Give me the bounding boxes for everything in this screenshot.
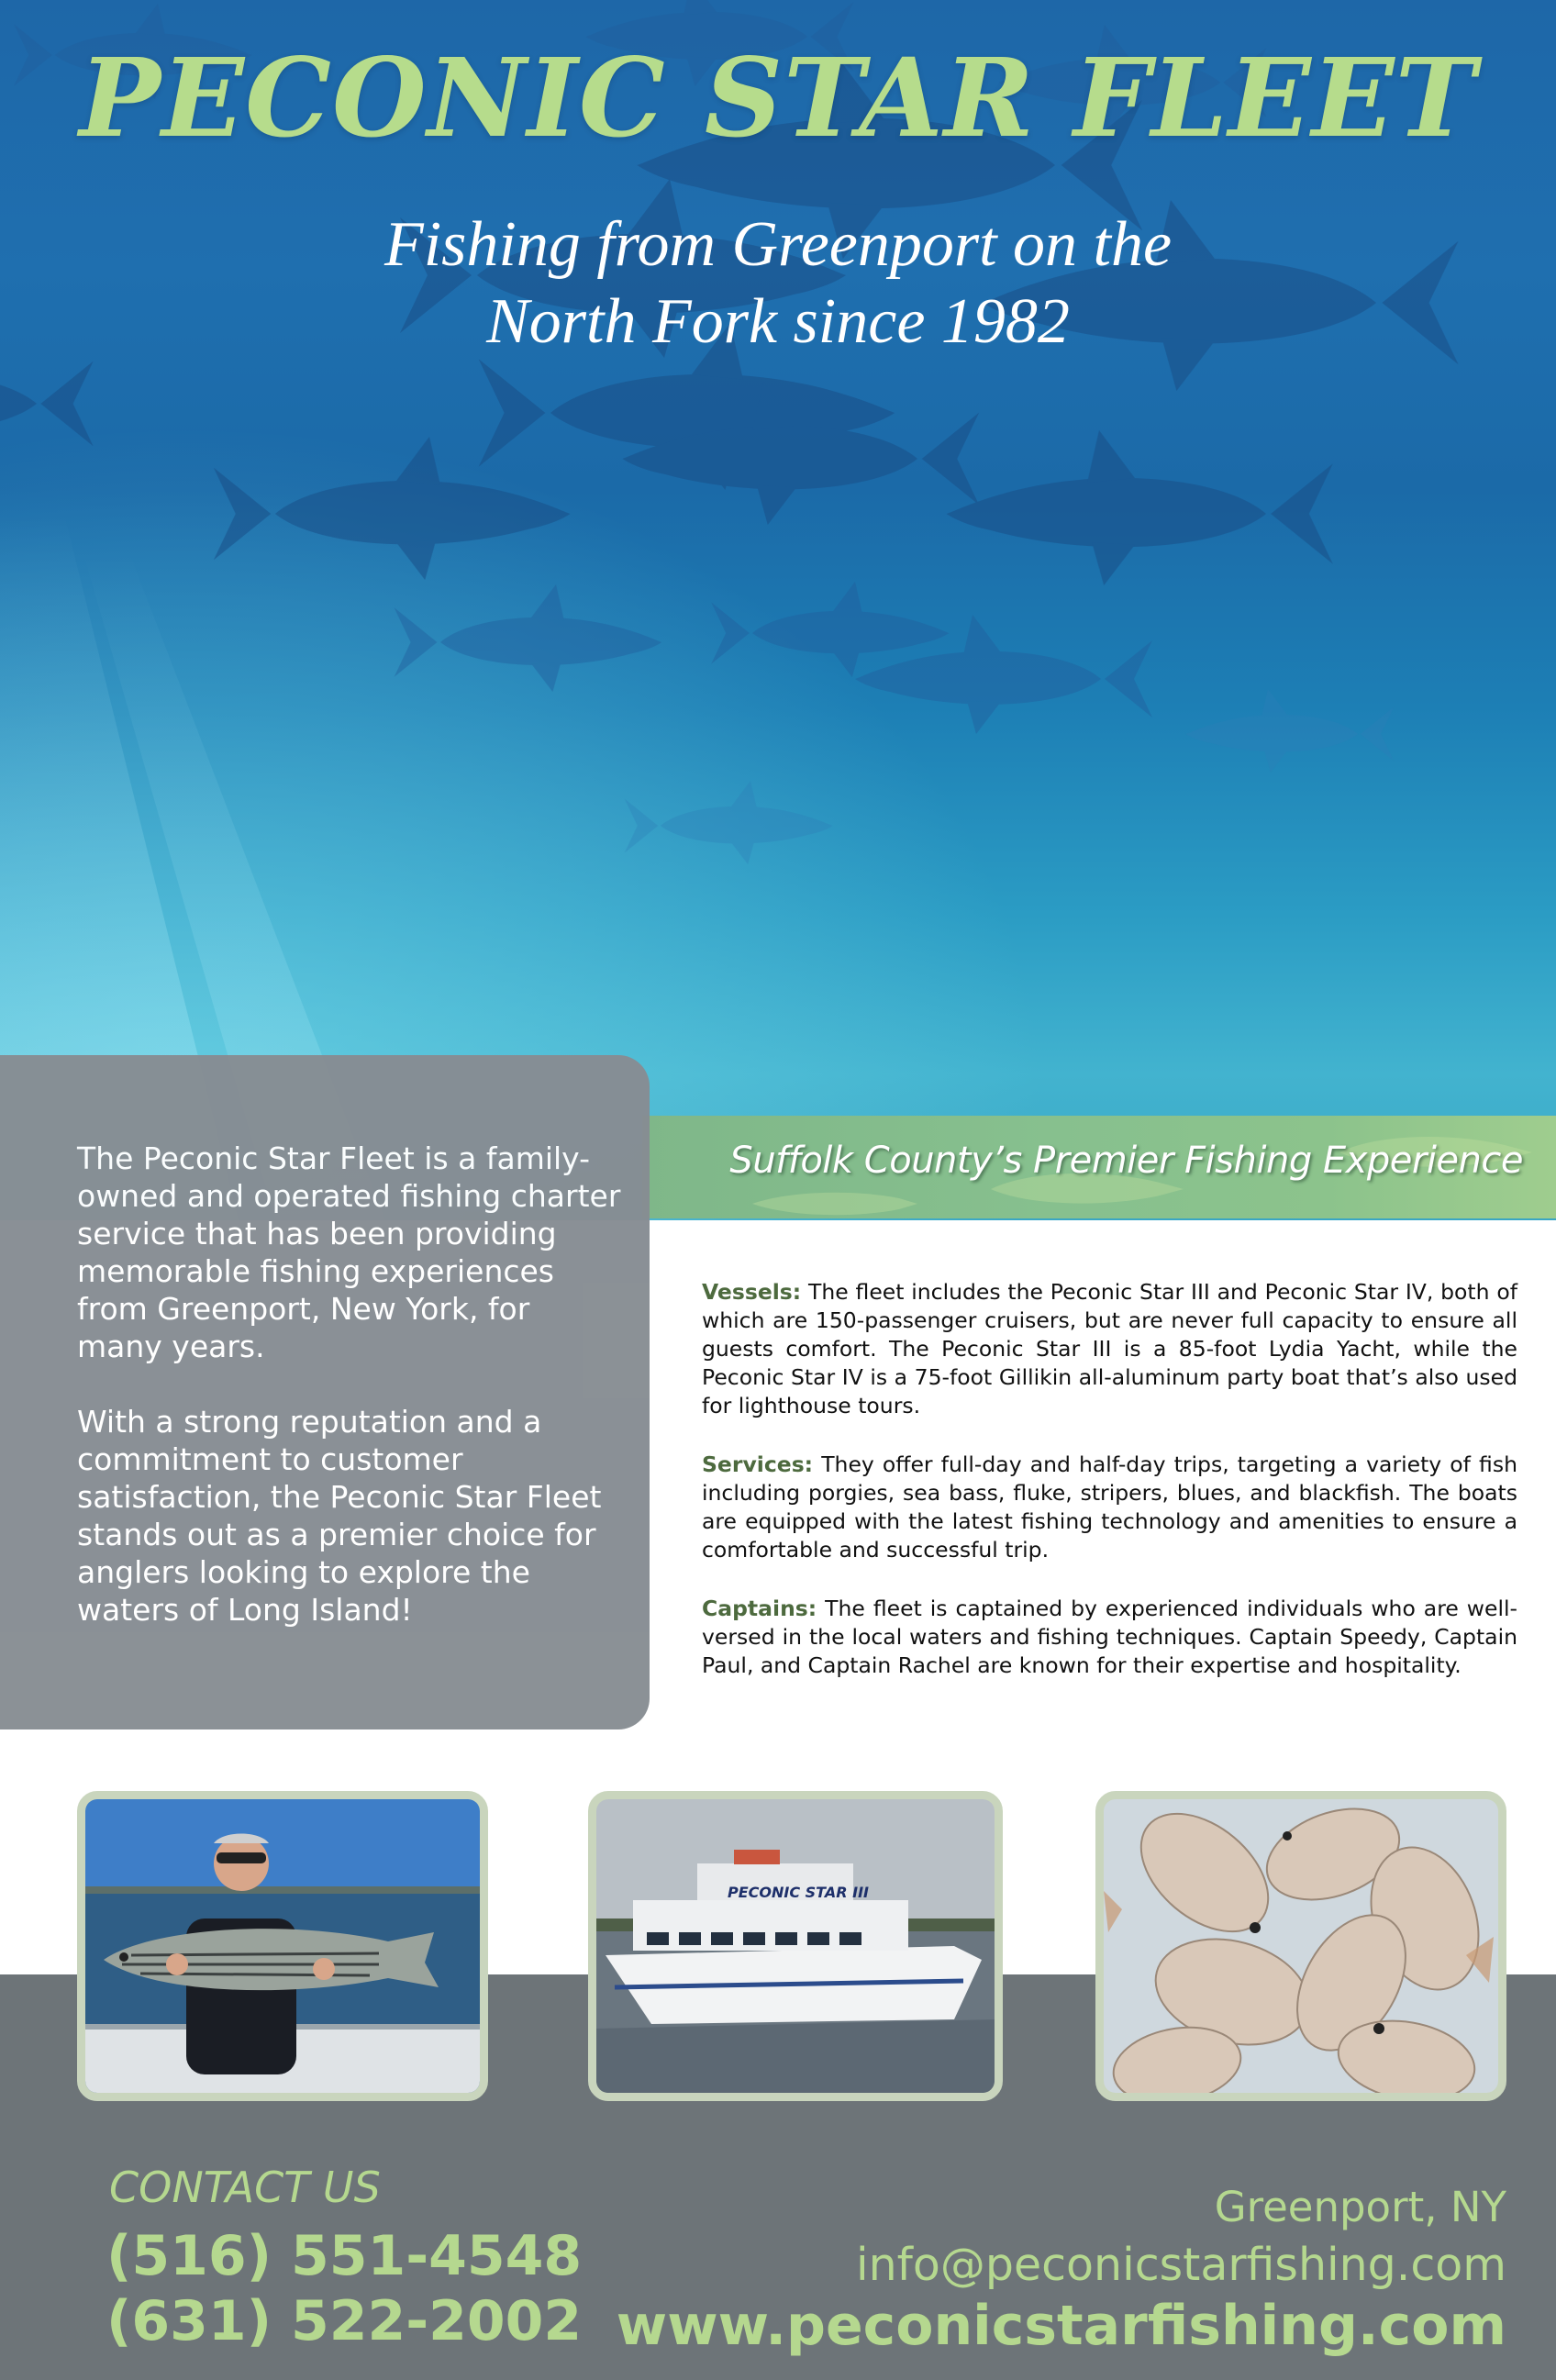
phone-number-1[interactable]: (516) 551-4548 xyxy=(106,2224,583,2288)
feature-captains xyxy=(702,1595,1517,1680)
intro-paragraph-2: With a strong reputation and a commitment to customer satisfaction, the Peconic Star Fleet stands out as a premier choice for anglers looking to explore the waters of Long Island! xyxy=(77,1404,602,1628)
website-link[interactable]: www.peconicstarfishing.com xyxy=(616,2294,1506,2358)
subtitle-line-2: North Fork since 1982 xyxy=(486,286,1070,357)
boat-photo-illustration xyxy=(596,1799,995,2093)
feature-vessels xyxy=(702,1278,1517,1420)
brand-title: PECONIC STAR FLEET xyxy=(79,34,1477,161)
captains-text: The fleet is captained by experienced individuals who are well-versed in the local waters and fishing techniques. Captain Speedy, Captain Paul, and Captain Rachel are known for their expertise and hospitality. xyxy=(702,1596,1517,1678)
intro-paragraph-1: The Peconic Star Fleet is a family-owned and operated fishing charter service that has been providing memorable fishing experiences from Greenport, New York, for many years. xyxy=(77,1140,621,1364)
intro-panel xyxy=(0,1055,650,1729)
vessels-label: Vessels: xyxy=(702,1279,802,1305)
tagline-banner xyxy=(642,1116,1556,1218)
feature-services xyxy=(702,1451,1517,1564)
location-text: Greenport, NY xyxy=(1214,2183,1506,2231)
feature-list xyxy=(702,1278,1517,1710)
photo-peconic-star-iii-boat xyxy=(588,1791,1003,2101)
subtitle-line-1: Fishing from Greenport on the xyxy=(383,209,1173,280)
catch-photo-illustration xyxy=(1104,1799,1498,2093)
captains-label: Captains: xyxy=(702,1596,817,1621)
contact-heading: CONTACT US xyxy=(109,2163,381,2212)
photo-porgies-catch xyxy=(1095,1791,1506,2101)
banner-tagline: Suffolk County’s Premier Fishing Experience xyxy=(729,1140,1523,1182)
services-label: Services: xyxy=(702,1451,814,1477)
email-link[interactable]: info@peconicstarfishing.com xyxy=(855,2239,1506,2291)
services-text: They offer full-day and half-day trips, targeting a variety of fish including porgies, sea bass, fluke, stripers, blues, and blackfish. The boats are equipped with the latest fishing technology and amenities to ensure a comfortable and successful trip. xyxy=(702,1451,1517,1563)
photo-angler-striped-bass xyxy=(77,1791,488,2101)
phone-number-2[interactable]: (631) 522-2002 xyxy=(106,2289,583,2353)
page-subtitle xyxy=(0,206,1556,361)
boat-name-label: PECONIC STAR III xyxy=(728,1884,869,1901)
vessels-text: The fleet includes the Peconic Star III and Peconic Star IV, both of which are 150-passenger cruisers, but are never full capacity to ensure all guests comfort. The Peconic Star III is a 85-foot Lydia Yacht, while the Peconic Star IV is a 75-foot Gillikin all-aluminum party boat that’s also used for lighthouse tours. xyxy=(702,1279,1517,1418)
angler-photo-illustration xyxy=(85,1799,480,2093)
